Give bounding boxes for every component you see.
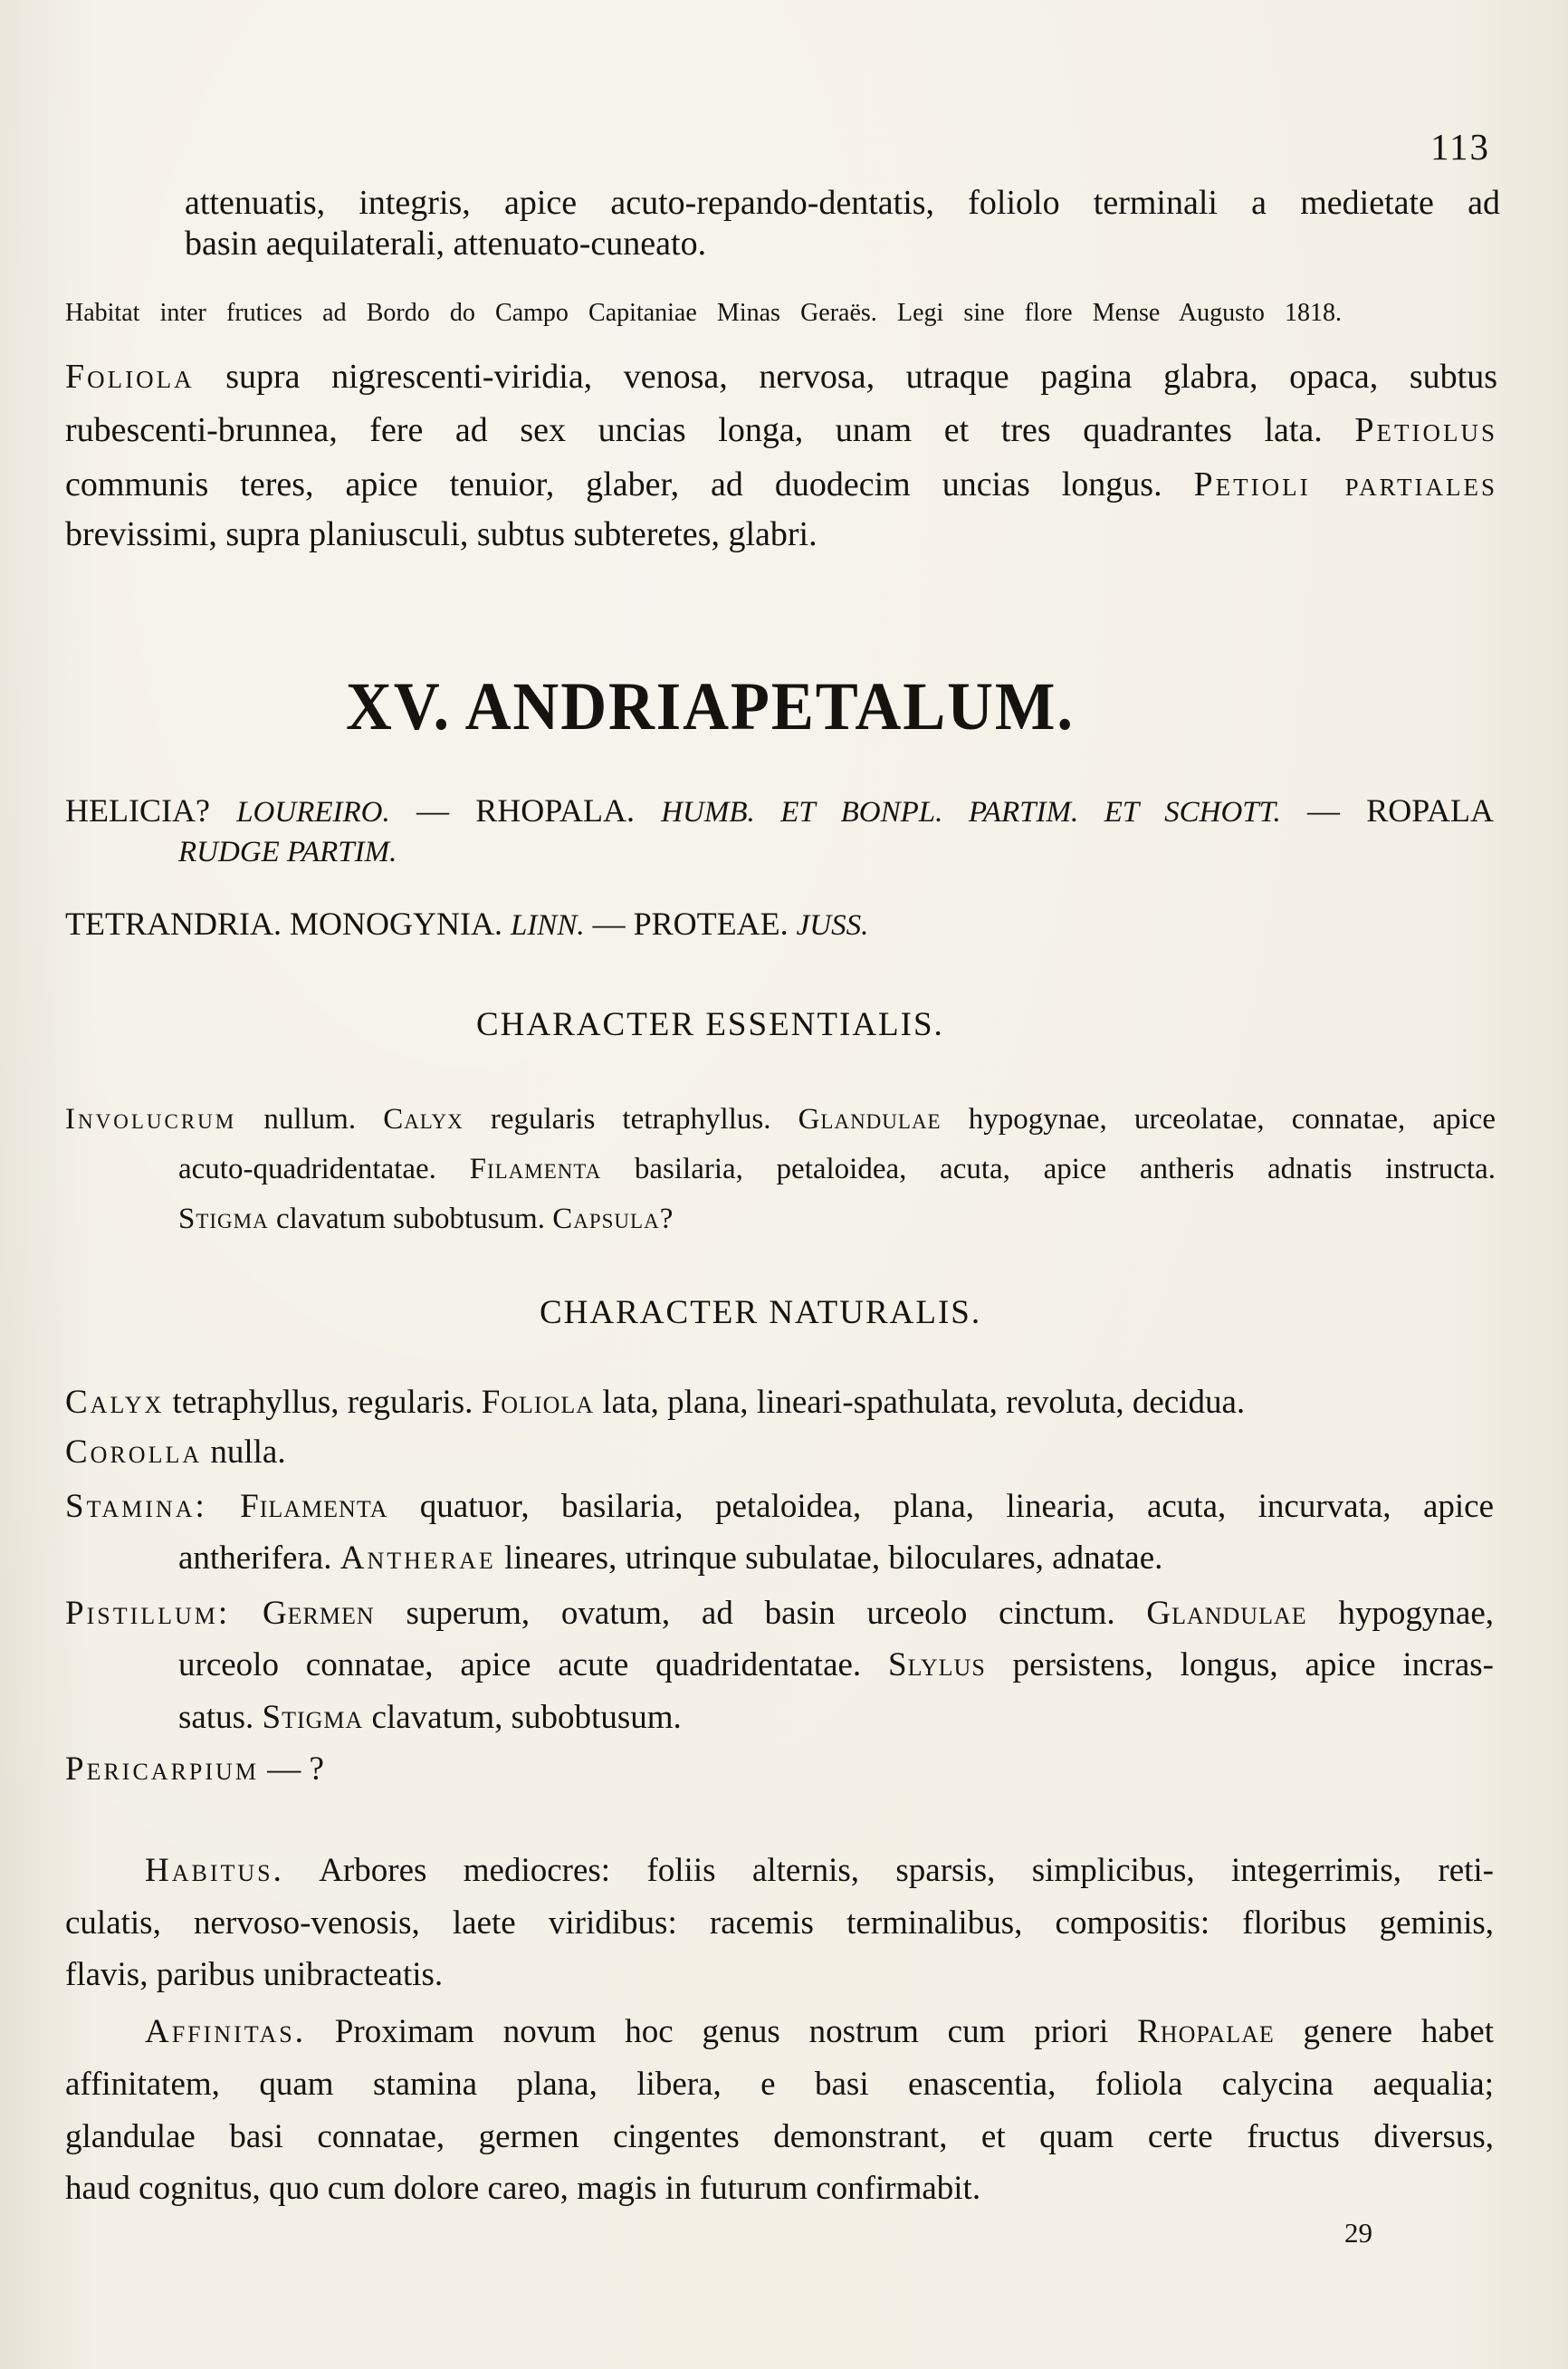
- pistillum-text-2: hypogynae,: [1306, 1595, 1494, 1632]
- natural-corolla-line: [65, 1435, 286, 1469]
- term-involucrum: Involucrum: [65, 1103, 237, 1136]
- natural-stamina-line-1: [65, 1490, 1494, 1523]
- term-affinitas: Affinitas.: [145, 2013, 307, 2050]
- pistillum-text-6: clavatum, subobtusum.: [363, 1699, 682, 1736]
- corolla-text: nulla.: [202, 1434, 286, 1471]
- pistillum-text-1: superum, ovatum, ad basin urceolo cinctum.: [374, 1595, 1147, 1632]
- essential-text-2a: acuto-quadridentatae.: [178, 1153, 470, 1185]
- stamina-text-2: antherifera.: [178, 1539, 340, 1577]
- stamina-text-1: quatuor, basilaria, petaloidea, plana, linearia, acuta, incurvata, apice: [387, 1488, 1494, 1525]
- pistillum-text-4: persistens, longus, apice incras-: [985, 1646, 1494, 1683]
- continuation-line-1: attenuatis, integris, apice acuto-repando-dentatis, foliolo terminali a medietate ad: [185, 184, 1500, 222]
- foliola-line-4: brevissimi, supra planiusculi, subtus subteretes, glabri.: [65, 515, 817, 553]
- essential-heading: CHARACTER ESSENTIALIS.: [476, 1006, 944, 1043]
- affinitas-text-1a: Proximam novum hoc genus nostrum cum priori: [306, 2013, 1138, 2050]
- term-corolla: Corolla: [65, 1434, 203, 1471]
- term-slylus: Slylus: [888, 1646, 986, 1683]
- foliola-line-1: [65, 360, 1497, 394]
- essential-text-2b: basilaria, petaloidea, acuta, apice antheris adnatis instructa.: [601, 1153, 1496, 1185]
- natural-pistillum-line-3: [178, 1701, 682, 1734]
- term-foliola: Foliola: [65, 358, 195, 396]
- term-calyx-nat: Calyx: [65, 1384, 165, 1421]
- essential-line-1: [65, 1105, 1496, 1135]
- page-number: 113: [1430, 126, 1490, 168]
- syn-rhopala: — RHOPALA.: [389, 792, 662, 829]
- term-habitus: Habitus.: [145, 1852, 284, 1889]
- essential-text-3a: clavatum subobtusum.: [268, 1203, 553, 1235]
- syn-humb-bonpl: HUMB. ET BONPL. PARTIM. ET SCHOTT.: [661, 796, 1281, 829]
- habitus-line-3: flavis, paribus unibracteatis.: [65, 1956, 444, 1993]
- synonyms-line-1: [65, 794, 1494, 828]
- foliola-text-1: supra nigrescenti-viridia, venosa, nervosa, utraque pagina glabra, opaca, subtus: [194, 358, 1497, 396]
- pistillum-text-5: satus.: [178, 1699, 263, 1736]
- natural-stamina-line-2: [178, 1541, 1162, 1575]
- term-stigma: Stigma: [178, 1203, 269, 1235]
- signature-mark: 29: [1344, 2217, 1372, 2249]
- term-pistillum: Pistillum:: [65, 1595, 231, 1632]
- class-proteae: — PROTEAE.: [584, 906, 797, 942]
- affinitas-line-2: affinitatem, quam stamina plana, libera, e basi enascentia, foliola calycina aequalia;: [65, 2066, 1494, 2103]
- foliola-text-2: rubescenti-brunnea, fere ad sex uncias longa, unam et tres quadrantes lata.: [65, 411, 1355, 449]
- pericarpium-text: — ?: [258, 1750, 324, 1788]
- genus-title: XV. ANDRIAPETALUM.: [346, 669, 1075, 744]
- term-foliola-nat: Foliola: [481, 1384, 595, 1421]
- term-calyx: Calyx: [383, 1103, 464, 1136]
- foliola-text-3: communis teres, apice tenuior, glaber, ad duodecim uncias longus.: [65, 465, 1194, 504]
- class-juss: JUSS.: [796, 909, 869, 942]
- term-antherae: Antherae: [339, 1539, 496, 1577]
- continuation-line-2: basin aequilaterali, attenuato-cuneato.: [185, 225, 707, 263]
- term-filamenta: Filamenta: [469, 1153, 602, 1185]
- term-filamenta-nat: Filamenta: [206, 1488, 388, 1525]
- habitus-line-1: [145, 1854, 1494, 1887]
- natural-pistillum-line-2: [178, 1648, 1494, 1682]
- essential-line-2: [178, 1155, 1496, 1184]
- pistillum-text-3: urceolo connatae, apice acute quadridentatae.: [178, 1646, 889, 1683]
- essential-text-1b: regularis tetraphyllus.: [463, 1103, 798, 1136]
- habitus-line-2: culatis, nervoso-venosis, laete viridibus: racemis terminalibus, compositis: floribus geminis,: [65, 1904, 1494, 1942]
- natural-pistillum-line-1: [65, 1597, 1494, 1630]
- term-germen: Germen: [230, 1595, 375, 1632]
- foliola-line-2: [65, 413, 1497, 447]
- habitus-text-1: Arbores mediocres: foliis alternis, sparsis, simplicibus, integerrimis, reti-: [283, 1852, 1494, 1889]
- foliola-line-3: [65, 467, 1497, 502]
- essential-text-1a: nullum.: [236, 1103, 384, 1136]
- essential-line-3: [178, 1204, 673, 1234]
- term-petioli-partiales: Petioli partiales: [1193, 465, 1498, 504]
- class-tetrandria: TETRANDRIA. MONOGYNIA.: [65, 906, 511, 942]
- affinitas-text-1b: genere habet: [1274, 2013, 1494, 2050]
- calyx-text-1: tetraphyllus, regularis.: [164, 1384, 482, 1421]
- term-capsula: Capsula: [552, 1203, 660, 1235]
- term-pericarpium: Pericarpium: [65, 1750, 259, 1788]
- essential-text-3b: ?: [659, 1203, 674, 1235]
- term-petiolus: Petiolus: [1354, 411, 1497, 449]
- syn-loureiro: LOUREIRO.: [236, 796, 390, 829]
- term-stamina: Stamina:: [65, 1488, 207, 1525]
- term-glandulae: Glandulae: [798, 1103, 942, 1136]
- class-linn: LINN.: [510, 909, 585, 942]
- natural-calyx-line: [65, 1386, 1245, 1419]
- essential-text-1c: hypogynae, urceolatae, connatae, apice: [941, 1103, 1496, 1136]
- synonyms-line-2: RUDGE PARTIM.: [178, 836, 397, 868]
- term-rhopalae: Rhopalae: [1137, 2013, 1275, 2050]
- syn-helicia: HELICIA?: [65, 792, 237, 829]
- classification-line: [65, 907, 868, 941]
- natural-heading: CHARACTER NATURALIS.: [540, 1294, 982, 1331]
- term-glandulae-nat: Glandulae: [1146, 1595, 1307, 1632]
- affinitas-line-1: [145, 2015, 1494, 2048]
- habitat-note: Habitat inter frutices ad Bordo do Campo Capitaniae Minas Geraës. Legi sine flore Mense Augusto 1818.: [65, 299, 1342, 327]
- natural-pericarpium-line: [65, 1752, 324, 1786]
- syn-ropala: — ROPALA: [1280, 792, 1494, 829]
- term-stigma-nat: Stigma: [262, 1699, 364, 1736]
- calyx-text-2: lata, plana, lineari-spathulata, revoluta, decidua.: [594, 1384, 1246, 1421]
- affinitas-line-4: haud cognitus, quo cum dolore careo, magis in futurum confirmabit.: [65, 2170, 981, 2207]
- stamina-text-3: lineares, utrinque subulatae, biloculares, adnatae.: [495, 1539, 1163, 1577]
- affinitas-line-3: glandulae basi connatae, germen cingentes demonstrant, et quam certe fructus diversus,: [65, 2118, 1494, 2155]
